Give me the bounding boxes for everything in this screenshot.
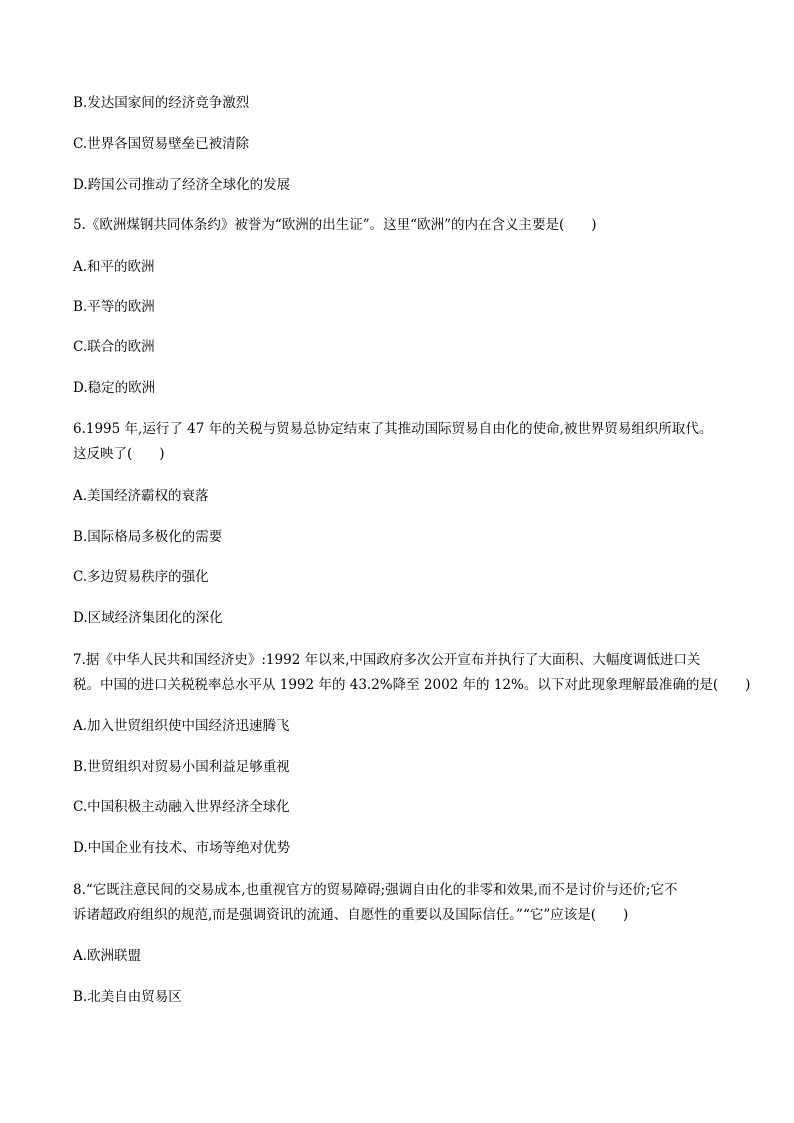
option-d-prev: D.跨国公司推动了经济全球化的发展 [73, 177, 291, 193]
question-8-option-a: A.欧洲联盟 [73, 948, 142, 964]
option-c-prev: C.世界各国贸易壁垒已被清除 [73, 136, 250, 152]
question-6-stem-line1: 6.1995 年,运行了 47 年的关税与贸易总协定结束了其推动国际贸易自由化的使命,被世界贸易组织所取代。 [73, 421, 713, 437]
question-5-option-a: A.和平的欧洲 [73, 259, 155, 275]
question-6-option-d: D.区域经济集团化的深化 [73, 610, 223, 626]
question-7-option-a: A.加入世贸组织使中国经济迅速腾飞 [73, 718, 290, 734]
option-b-prev: B.发达国家间的经济竞争激烈 [73, 95, 250, 111]
question-6-stem-line2: 这反映了( ) [73, 446, 165, 462]
question-6-option-c: C.多边贸易秩序的强化 [73, 569, 209, 585]
question-8-option-b: B.北美自由贸易区 [73, 989, 182, 1005]
question-5-option-d: D.稳定的欧洲 [73, 380, 156, 396]
question-8-stem-line1: 8.“它既注意民间的交易成本,也重视官方的贸易障碍;强调自由化的非零和效果,而不是讨价与还价;它不 [73, 882, 678, 898]
question-5-option-c: C.联合的欧洲 [73, 339, 155, 355]
question-6-option-b: B.国际格局多极化的需要 [73, 529, 223, 545]
question-5-stem: 5.《欧洲煤钢共同体条约》被誉为“欧洲的出生证”。这里“欧洲”的内在含义主要是( ) [73, 217, 597, 233]
question-5-option-b: B.平等的欧洲 [73, 299, 155, 315]
question-7-option-c: C.中国积极主动融入世界经济全球化 [73, 799, 290, 815]
question-8-stem-line2: 诉诸超政府组织的规范,而是强调资讯的流通、自愿性的重要以及国际信任。”“它”应该是( ) [73, 907, 629, 923]
question-7-option-d: D.中国企业有技术、市场等绝对优势 [73, 840, 291, 856]
question-7-stem-line2: 税。中国的进口关税税率总水平从 1992 年的 43.2%降至 2002 年的 12%。以下对此现象理解最准确的是( ) [73, 677, 751, 693]
question-7-stem-line1: 7.据《中华人民共和国经济史》:1992 年以来,中国政府多次公开宣布并执行了大面积、大幅度调低进口关 [73, 652, 701, 668]
question-7-option-b: B.世贸组织对贸易小国利益足够重视 [73, 759, 290, 775]
question-6-option-a: A.美国经济霸权的衰落 [73, 488, 209, 504]
